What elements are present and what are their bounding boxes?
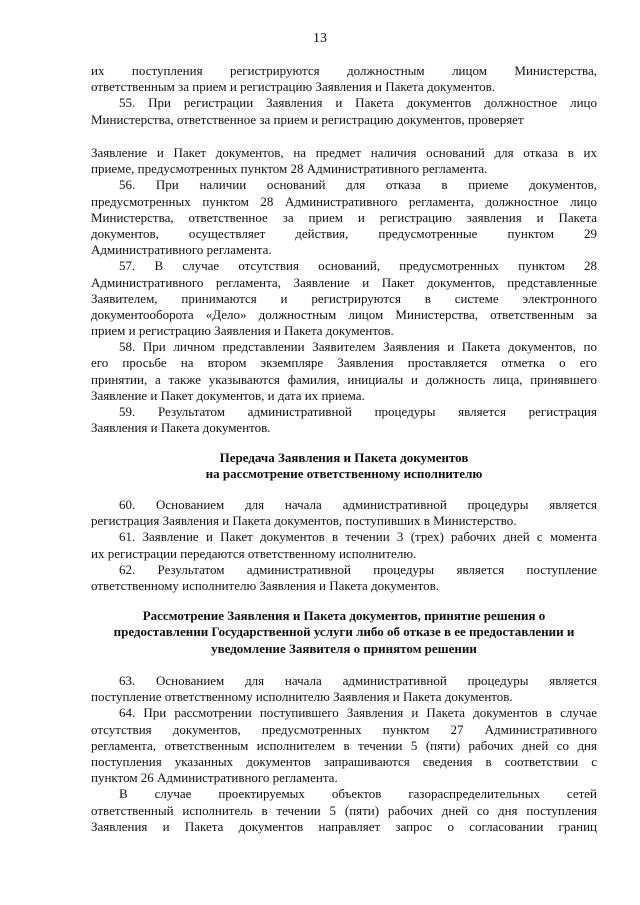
- text-line: отсутствия документов, предусмотренных пунктом 27 Административного: [91, 721, 597, 737]
- text-line: Заявление и Пакет документов, на предмет наличия оснований для отказа в их: [91, 145, 597, 160]
- text-line: ответственным за прием и регистрацию Заявления и Пакета документов.: [91, 79, 495, 95]
- text-line: Министерства, ответственное за прием и регистрацию документов, проверяет: [91, 111, 524, 127]
- text-line: Министерства, ответственное за прием и регистрацию заявления и Пакета: [91, 209, 597, 225]
- page-number: 13: [313, 31, 327, 46]
- text-line: принятии, а также указываются фамилия, инициалы и должность лица, принявшего: [91, 371, 597, 387]
- text-line: предусмотренных пунктом 28 Административного регламента, должностное лицо: [91, 193, 597, 209]
- text-line: ответственный исполнитель в течении 5 (пяти) рабочих дней со дня поступления: [91, 802, 597, 818]
- heading-line: уведомление Заявителя о принятом решении: [211, 640, 477, 656]
- text-line: Заявления и Пакета документов направляет запрос о согласовании границ: [91, 818, 597, 834]
- text-line: Заявителем, принимаются и регистрируются в системе электронного: [91, 290, 597, 306]
- text-line: 58. При личном представлении Заявителем Заявления и Пакета документов, по: [119, 339, 597, 355]
- section-heading-review: [91, 608, 597, 657]
- text-line: поступление ответственному исполнителю Заявления и Пакета документов.: [91, 689, 513, 705]
- text-line: 59. Результатом административной процедуры является регистрация: [119, 404, 597, 419]
- section-heading-transfer: [91, 450, 597, 483]
- text-line: их регистрации передаются ответственному исполнителю.: [91, 545, 417, 561]
- text-line: ответственному исполнителю Заявления и Пакета документов.: [91, 577, 439, 593]
- heading-line: Передача Заявления и Пакета документов: [219, 450, 469, 465]
- text-line: приеме, предусмотренных пунктом 28 Административного регламента.: [91, 161, 488, 177]
- text-line: 64. При рассмотрении поступившего Заявления и Пакета документов в случае: [119, 705, 597, 721]
- text-block-paragraphs-54-55: [91, 63, 597, 128]
- text-line: 61. Заявление и Пакет документов в течении 3 (трех) рабочих дней с момента: [119, 529, 597, 545]
- text-line: 55. При регистрации Заявления и Пакета документов должностное лицо: [119, 95, 597, 111]
- text-line: Административного регламента.: [91, 242, 272, 258]
- text-line: регистрация Заявления и Пакета документов, поступивших в Министерство.: [91, 513, 517, 529]
- heading-line: предоставлении Государственной услуги либо об отказе в ее предоставлении и: [113, 624, 575, 640]
- text-block-paragraphs-63-64: [91, 673, 597, 835]
- text-line: 56. При наличии оснований для отказа в приеме документов,: [119, 177, 597, 193]
- text-block-paragraphs-60-62: [91, 497, 597, 594]
- heading-line: Рассмотрение Заявления и Пакета документов, принятие решения о: [142, 608, 546, 623]
- text-line: Заявление и Пакет документов, и дата их приема.: [91, 387, 365, 403]
- text-line: регламента, ответственным исполнителем в течении 5 (пяти) рабочих дней со дня: [91, 737, 597, 753]
- text-line: документооборота «Дело» должностным лицом Министерства, ответственным за: [91, 306, 597, 322]
- text-line: документов, осуществляет действия, предусмотренные пунктом 29: [91, 225, 597, 241]
- heading-line: на рассмотрение ответственному исполнителю: [205, 466, 483, 482]
- text-line: 57. В случае отсутствия оснований, предусмотренных пунктом 28: [119, 258, 597, 274]
- text-line: пунктом 26 Административного регламента.: [91, 770, 338, 786]
- text-block-paragraphs-55-59: [91, 145, 597, 436]
- text-line: их поступления регистрируются должностным лицом Министерства,: [91, 63, 597, 78]
- text-line: В случае проектируемых объектов газораспределительных сетей: [119, 786, 597, 802]
- text-line: 62. Результатом административной процедуры является поступление: [119, 561, 597, 577]
- text-line: Заявления и Пакета документов.: [91, 420, 271, 436]
- text-line: его просьбе на втором экземпляре Заявления проставляется отметка о его: [91, 355, 597, 371]
- text-line: 60. Основанием для начала административной процедуры является: [119, 497, 597, 512]
- text-line: поступления указанных документов запрашиваются сведения в соответствии с: [91, 753, 597, 769]
- text-line: Административного регламента, Заявление и Пакет документов, представленные: [91, 274, 597, 290]
- text-line: 63. Основанием для начала административной процедуры является: [119, 673, 597, 688]
- text-line: прием и регистрацию Заявления и Пакета документов.: [91, 323, 394, 339]
